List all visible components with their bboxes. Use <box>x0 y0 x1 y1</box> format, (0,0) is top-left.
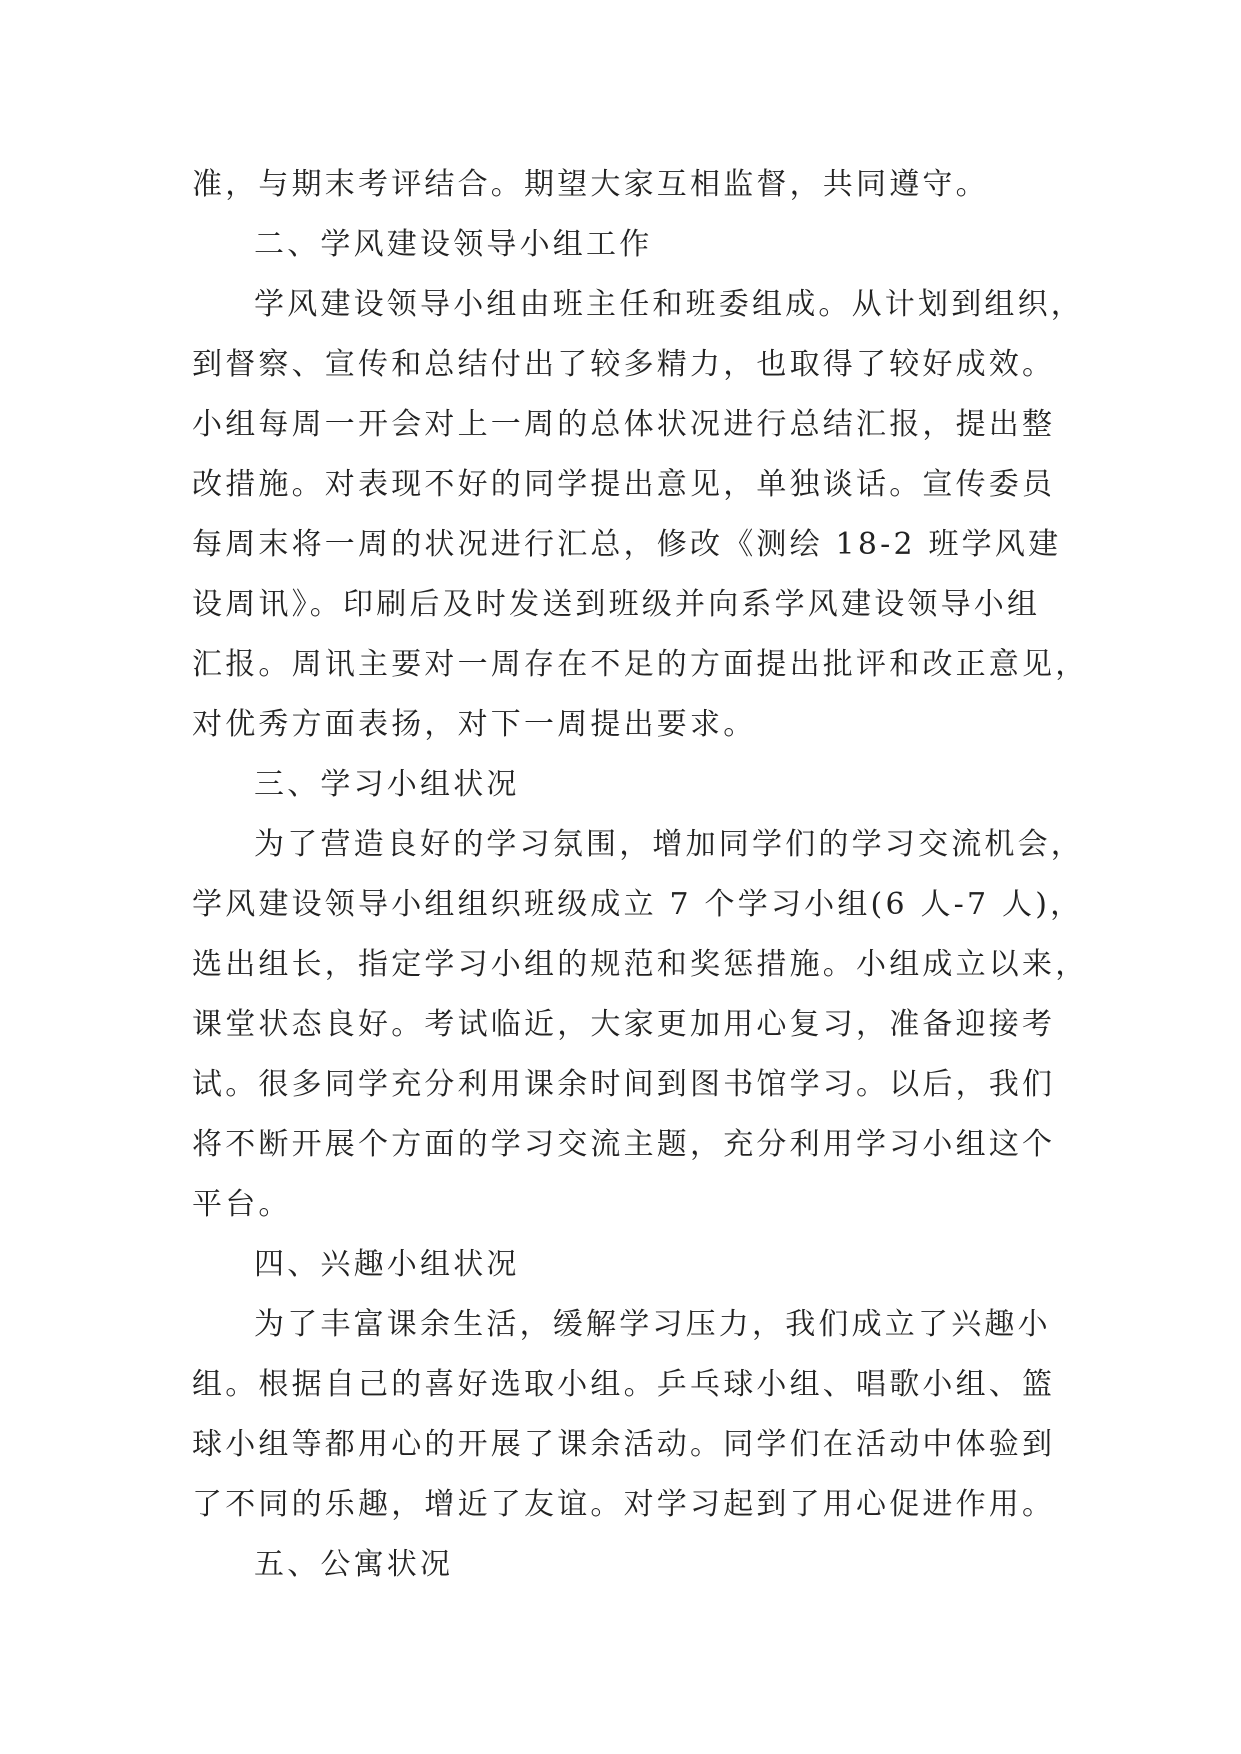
paragraph-line: 平台。 <box>192 1187 292 1222</box>
paragraph-line: 球小组等都用心的开展了课余活动。同学们在活动中体验到 <box>192 1427 1056 1462</box>
paragraph-line: 准，与期末考评结合。期望大家互相监督，共同遵守。 <box>192 167 989 202</box>
paragraph-line: 小组每周一开会对上一周的总体状况进行总结汇报，提出整 <box>192 407 1056 442</box>
paragraph-line: 学风建设领导小组组织班级成立 7 个学习小组(6 人-7 人)， <box>192 887 1084 922</box>
section-heading: 四、兴趣小组状况 <box>254 1247 520 1282</box>
paragraph-line: 改措施。对表现不好的同学提出意见，单独谈话。宣传委员 <box>192 467 1056 502</box>
section-heading: 二、学风建设领导小组工作 <box>254 227 653 262</box>
section-heading: 五、公寓状况 <box>254 1547 454 1582</box>
paragraph-line: 试。很多同学充分利用课余时间到图书馆学习。以后，我们 <box>192 1067 1056 1102</box>
paragraph-line: 为了丰富课余生活，缓解学习压力，我们成立了兴趣小 <box>254 1307 1051 1342</box>
paragraph-line: 到督察、宣传和总结付出了较多精力，也取得了较好成效。 <box>192 347 1056 382</box>
paragraph-line: 了不同的乐趣，增近了友谊。对学习起到了用心促进作用。 <box>192 1487 1056 1522</box>
paragraph-line: 为了营造良好的学习氛围，增加同学们的学习交流机会， <box>254 827 1084 862</box>
paragraph-line: 选出组长，指定学习小组的规范和奖惩措施。小组成立以来， <box>192 947 1089 982</box>
paragraph-line: 将不断开展个方面的学习交流主题，充分利用学习小组这个 <box>192 1127 1056 1162</box>
paragraph-line: 组。根据自己的喜好选取小组。乒乓球小组、唱歌小组、篮 <box>192 1367 1056 1402</box>
paragraph-line: 课堂状态良好。考试临近，大家更加用心复习，准备迎接考 <box>192 1007 1056 1042</box>
paragraph-line: 学风建设领导小组由班主任和班委组成。从计划到组织， <box>254 287 1084 322</box>
paragraph-line: 汇报。周讯主要对一周存在不足的方面提出批评和改正意见， <box>192 647 1089 682</box>
section-heading: 三、学习小组状况 <box>254 767 520 802</box>
paragraph-line: 每周末将一周的状况进行汇总，修改《测绘 18-2 班学风建 <box>192 527 1062 562</box>
paragraph-line: 对优秀方面表扬，对下一周提出要求。 <box>192 707 757 742</box>
paragraph-line: 设周讯》。印刷后及时发送到班级并向系学风建设领导小组 <box>192 587 1041 622</box>
